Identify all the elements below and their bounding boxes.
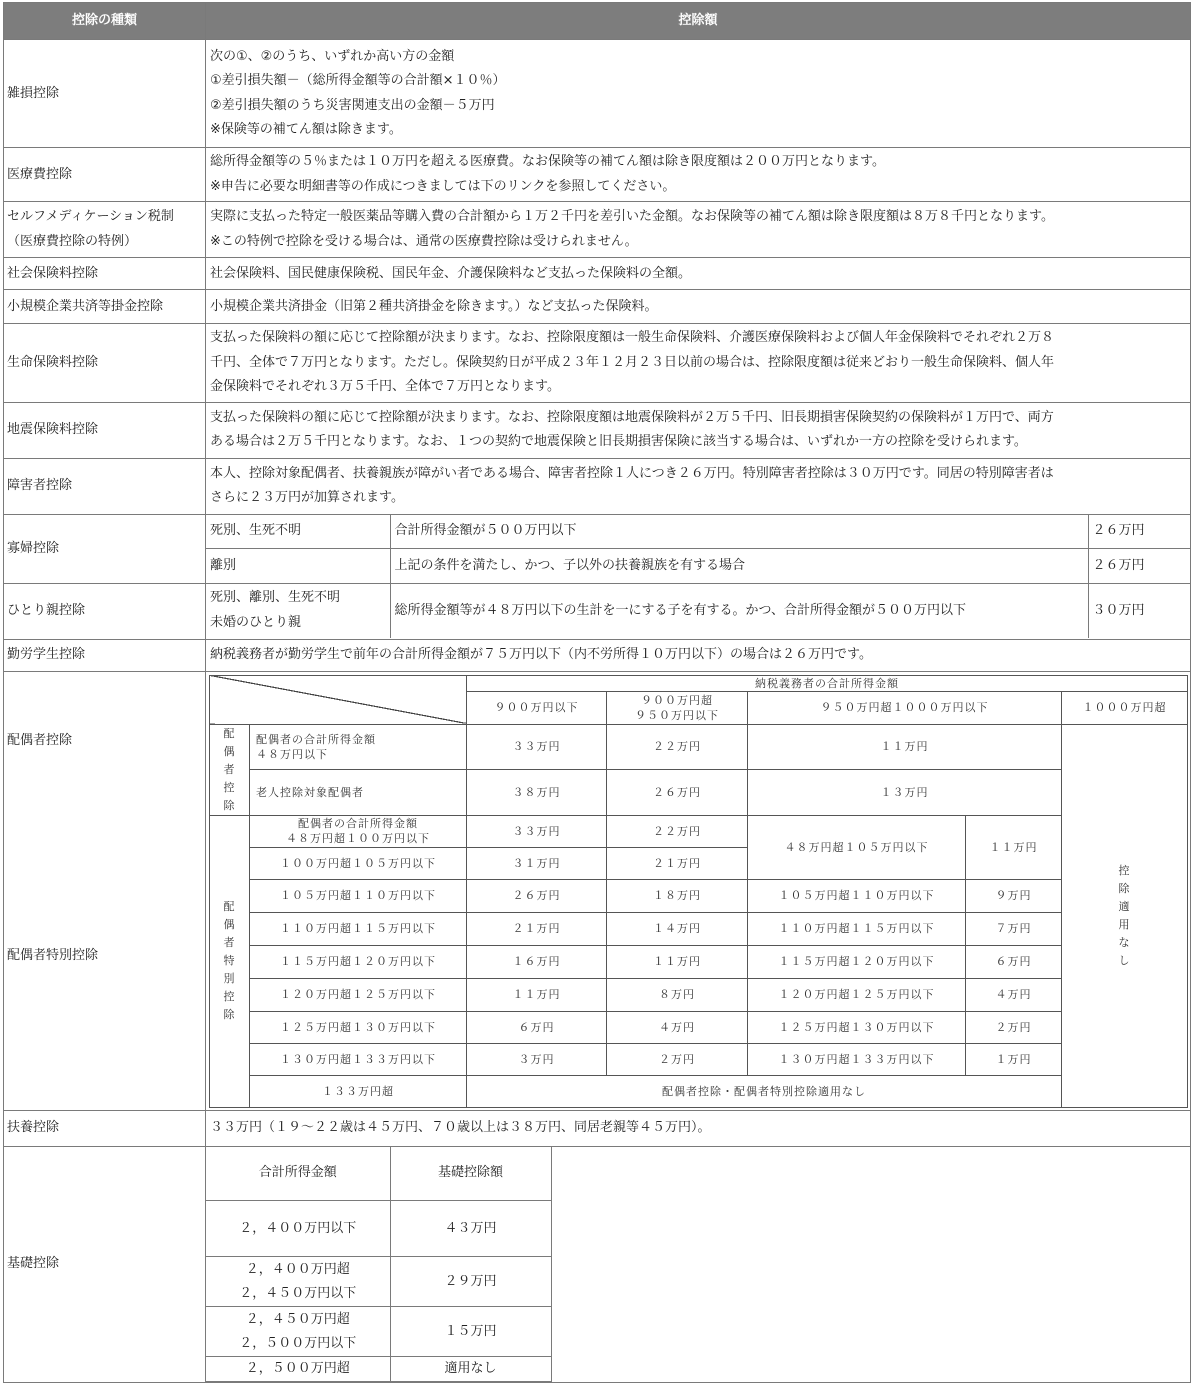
sp-range: １２０万円超１２５万円以下 <box>748 978 966 1011</box>
ded-row-label-line: ４８万円以下 <box>256 747 328 761</box>
basic-table <box>206 1147 552 1383</box>
hitorioya-cond-line: 未婚のひとり親 <box>210 614 302 630</box>
vertical-char: な <box>1118 935 1131 949</box>
sp-row-label: １３３万円超 <box>250 1075 467 1107</box>
basic-amount: ４３万円 <box>390 1201 551 1257</box>
vertical-char: 特 <box>223 954 236 967</box>
sp-value: ８万円 <box>607 978 748 1011</box>
jishin-desc <box>206 402 1191 458</box>
vertical-char: 控 <box>1118 863 1131 877</box>
row-fuyo <box>4 1110 1191 1146</box>
ded-value: ３８万円 <box>467 770 607 816</box>
shogai-desc <box>206 458 1191 514</box>
spouse-special-row <box>210 978 1188 1011</box>
ded-value: ２２万円 <box>607 724 748 770</box>
kafu-cond: 離別 <box>206 549 390 583</box>
shokibo-label: 小規模企業共済等掛金控除 <box>4 290 206 324</box>
sp-range: １３０万円超１３３万円以下 <box>748 1043 966 1075</box>
haigusha-label-cell <box>4 671 206 1110</box>
ded-row-label-line: 配偶者の合計所得金額 <box>256 732 376 746</box>
header-kind: 控除の種類 <box>4 3 206 40</box>
row-hitorioya <box>4 583 1191 639</box>
sp-value: ６万円 <box>467 1011 607 1043</box>
vertical-char: 控 <box>223 990 236 1003</box>
row-shokibo <box>4 290 1191 324</box>
shogai-label: 障害者控除 <box>4 458 206 514</box>
hitorioya-label: ひとり親控除 <box>4 583 206 639</box>
kafu-desc: 上記の条件を満たし、かつ、子以外の扶養親族を有する場合 <box>390 549 1088 583</box>
iryo-line: ※申告に必要な明細書等の作成につきましては下のリンクを参照してください。 <box>210 178 676 194</box>
sp-row-label-line: ４８万円超１００万円以下 <box>286 832 430 845</box>
self-med-line: ※この特例で控除を受ける場合は、通常の医療費控除は受けられません。 <box>210 233 638 249</box>
spouse-ded-row <box>210 770 1188 816</box>
zasson-line: ①差引損失額－（総所得金額等の合計額×１０％） <box>210 73 506 88</box>
sp-row-label: １２０万円超１２５万円以下 <box>250 978 467 1011</box>
shakai-desc: 社会保険料、国民健康保険税、国民年金、介護保険料など支払った保険料の全額。 <box>206 258 1191 290</box>
not-applicable-vertical <box>1062 724 1188 1107</box>
ded-row-label: 老人控除対象配偶者 <box>250 770 467 816</box>
sp-value: ２６万円 <box>467 879 607 912</box>
hitorioya-cond <box>206 584 390 638</box>
row-kiso <box>4 1146 1191 1383</box>
spouse-title: 納税義務者の合計所得金額 <box>467 675 1188 691</box>
seimei-desc <box>206 324 1191 403</box>
iryo-line: 総所得金額等の５％または１０万円を超える医療費。なお保険等の補てん額は除き限度額は２００万円となります。 <box>210 154 885 169</box>
kiso-label: 基礎控除 <box>4 1146 206 1383</box>
basic-row <box>206 1257 551 1307</box>
spouse-ded-row <box>210 724 1188 770</box>
zasson-label: 雑損控除 <box>4 40 206 148</box>
ded-value: １３万円 <box>748 770 1062 816</box>
sp-row-label: １３０万円超１３３万円以下 <box>250 1043 467 1075</box>
kinro-desc: 納税義務者が勤労学生で前年の合計所得金額が７５万円以下（内不労所得１０万円以下）の場合は２６万円です。 <box>206 639 1191 671</box>
diagonal-cell <box>210 675 467 724</box>
sp-value: ６万円 <box>966 945 1062 978</box>
sp-value: １１万円 <box>607 945 748 978</box>
self-med-label-line: （医療費控除の特例） <box>7 233 138 249</box>
basic-header-row <box>206 1147 551 1201</box>
jishin-label: 地震保険料控除 <box>4 402 206 458</box>
sp-value: ３万円 <box>467 1043 607 1075</box>
self-med-label <box>4 202 206 258</box>
row-haigusha <box>4 671 1191 1110</box>
basic-row <box>206 1201 551 1257</box>
sp-range: １２５万円超１３０万円以下 <box>748 1011 966 1043</box>
zasson-desc <box>206 40 1191 148</box>
jishin-line: ある場合は２万５千円となります。なお、１つの契約で地震保険と旧長期損害保険に該当する場合は、いずれか一方の控除を受けられます。 <box>210 434 1027 449</box>
basic-row <box>206 1307 551 1357</box>
ded-row-label <box>250 724 467 770</box>
sp-row-label: １１０万円超１１５万円以下 <box>250 912 467 945</box>
col-header: １０００万円超 <box>1062 691 1188 724</box>
iryo-desc <box>206 148 1191 202</box>
basic-row <box>206 1357 551 1382</box>
row-kinro <box>4 639 1191 671</box>
vertical-char: 別 <box>223 972 236 985</box>
zasson-line: 次の①、②のうち、いずれか高い方の金額 <box>210 48 455 64</box>
jishin-line: 支払った保険料の額に応じて控除額が決まります。なお、控除限度額は地震保険料が２万５千円、旧長期損害保険契約の保険料が１万円で、両方 <box>210 409 1054 425</box>
vertical-char: 除 <box>223 798 236 812</box>
sp-value: ３１万円 <box>467 847 607 879</box>
spouse-special-row <box>210 815 1188 847</box>
self-med-line: 実際に支払った特定一般医薬品等購入費の合計額から１万２千円を差引いた金額。なお保険等の補てん額は除き限度額は８万８千円となります。 <box>210 209 1054 224</box>
sp-value: ３３万円 <box>467 815 607 847</box>
spouse-special-row <box>210 879 1188 912</box>
sp-value: ２万円 <box>966 1011 1062 1043</box>
fuyo-label: 扶養控除 <box>4 1110 206 1146</box>
sp-value: ４万円 <box>966 978 1062 1011</box>
sp-value: ２万円 <box>607 1043 748 1075</box>
sp-row-label: １２５万円超１３０万円以下 <box>250 1011 467 1043</box>
sp-row-label: １１５万円超１２０万円以下 <box>250 945 467 978</box>
basic-amount: １５万円 <box>390 1307 551 1357</box>
kafu-amount: ２６万円 <box>1088 515 1190 549</box>
sp-range: １０５万円超１１０万円以下 <box>748 879 966 912</box>
hitorioya-row <box>206 584 1190 638</box>
sp-merged-range: ４８万円超１０５万円以下 <box>748 815 966 879</box>
basic-income: ２，４００万円以下 <box>206 1201 390 1257</box>
basic-income-line: ２，４５０万円超 <box>245 1311 350 1327</box>
kinro-label: 勤労学生控除 <box>4 639 206 671</box>
sp-value: １６万円 <box>467 945 607 978</box>
kiso-cell <box>206 1146 1191 1383</box>
kafu-amount: ２６万円 <box>1088 549 1190 583</box>
spouse-table <box>209 675 1188 1108</box>
hitorioya-amount: ３０万円 <box>1088 584 1190 638</box>
basic-amount: 適用なし <box>390 1357 551 1382</box>
basic-income: ２，５００万円超 <box>206 1357 390 1382</box>
vertical-char: 偶 <box>223 918 236 931</box>
vertical-char: 者 <box>223 762 236 776</box>
spouse-special-row <box>210 945 1188 978</box>
fuyo-desc: ３３万円（１９～２２歳は４５万円、７０歳以上は３８万円、同居老親等４５万円）。 <box>206 1110 1191 1146</box>
vertical-char: 配 <box>223 900 236 913</box>
basic-amount: ２９万円 <box>390 1257 551 1307</box>
vertical-char: し <box>1118 953 1131 967</box>
sp-value: １１万円 <box>467 978 607 1011</box>
vertical-char: 適 <box>1118 899 1131 913</box>
sp-value: ７万円 <box>966 912 1062 945</box>
sp-value: ２１万円 <box>607 847 748 879</box>
col-header: ９００万円以下 <box>467 691 607 724</box>
sp-value: １４万円 <box>607 912 748 945</box>
basic-income-line: ２，５００万円以下 <box>239 1335 357 1351</box>
row-self-medication <box>4 202 1191 258</box>
ded-value: ２６万円 <box>607 770 748 816</box>
ded-value: １１万円 <box>748 724 1062 770</box>
row-shogai <box>4 458 1191 514</box>
seimei-line: 千円、全体で７万円となります。ただし。保険契約日が平成２３年１２月２３日以前の場合は、控除限度額は従来どおり一般生命保険料、個人年 <box>210 354 1054 370</box>
row-kafu <box>4 514 1191 583</box>
hitorioya-cell <box>206 583 1191 639</box>
self-med-desc <box>206 202 1191 258</box>
sp-row-label-line: 配偶者の合計所得金額 <box>298 817 418 830</box>
row-seimei <box>4 324 1191 403</box>
basic-income <box>206 1257 390 1307</box>
kafu-cell <box>206 514 1191 583</box>
col-header <box>607 691 748 724</box>
spouse-special-row <box>210 1011 1188 1043</box>
sp-value: １８万円 <box>607 879 748 912</box>
spouse-special-row <box>210 912 1188 945</box>
haigusha-special-label: 配偶者特別控除 <box>7 948 99 963</box>
basic-income-line: ２，４５０万円以下 <box>239 1285 357 1301</box>
shakai-label: 社会保険料控除 <box>4 258 206 290</box>
vertical-char: 控 <box>223 780 236 794</box>
spouse-special-vertical-label <box>210 815 250 1107</box>
shogai-line: 本人、控除対象配偶者、扶養親族が障がい者である場合、障害者控除１人につき２６万円。特別障害者控除は３０万円です。同居の特別障害者は <box>210 465 1054 481</box>
hitorioya-table <box>206 584 1190 638</box>
vertical-char: 用 <box>1118 917 1131 931</box>
col-header-line: ９００万円超 <box>641 693 713 707</box>
hitorioya-cond-line: 死別、離別、生死不明 <box>210 590 341 605</box>
seimei-line: 金保険料でそれぞれ３万５千円、全体で７万円となります。 <box>210 379 560 394</box>
iryo-label: 医療費控除 <box>4 148 206 202</box>
kafu-row <box>206 549 1190 583</box>
table-header <box>4 3 1191 40</box>
sp-merged-value: １１万円 <box>966 815 1062 879</box>
spouse-special-row <box>210 1043 1188 1075</box>
shokibo-desc: 小規模企業共済掛金（旧第２種共済掛金を除きます。）など支払った保険料。 <box>206 290 1191 324</box>
header-amount: 控除額 <box>206 3 1191 40</box>
deduction-table <box>3 2 1191 1383</box>
seimei-line: 支払った保険料の額に応じて控除額が決まります。なお、控除限度額は一般生命保険料、介護医療保険料および個人年金保険料でそれぞれ２万８ <box>210 330 1054 345</box>
sp-value: ２２万円 <box>607 815 748 847</box>
kafu-table <box>206 515 1190 583</box>
hitorioya-desc: 総所得金額等が４８万円以下の生計を一にする子を有する。かつ、合計所得金額が５００万円以下 <box>390 584 1088 638</box>
sp-value: ２１万円 <box>467 912 607 945</box>
sp-not-applicable: 配偶者控除・配偶者特別控除適用なし <box>467 1075 1062 1107</box>
sp-row-label: １００万円超１０５万円以下 <box>250 847 467 879</box>
haigusha-cell <box>206 671 1191 1110</box>
row-zasson <box>4 40 1191 148</box>
haigusha-label: 配偶者控除 <box>7 732 73 748</box>
sp-value: ９万円 <box>966 879 1062 912</box>
vertical-char: 偶 <box>223 744 236 758</box>
sp-row-label: １０５万円超１１０万円以下 <box>250 879 467 912</box>
zasson-line: ※保険等の補てん額は除きます。 <box>210 122 402 137</box>
col-header: ９５０万円超１０００万円以下 <box>748 691 1062 724</box>
col-header-line: ９５０万円以下 <box>635 708 719 722</box>
self-med-label-line: セルフメディケーション税制 <box>7 209 174 224</box>
vertical-char: 除 <box>1118 881 1131 895</box>
sp-value: ４万円 <box>607 1011 748 1043</box>
kafu-desc: 合計所得金額が５００万円以下 <box>390 515 1088 549</box>
spouse-title-row <box>210 675 1188 691</box>
row-jishin <box>4 402 1191 458</box>
shogai-line: さらに２３万円が加算されます。 <box>210 490 404 505</box>
zasson-line: ②差引損失額のうち災害関連支出の金額－５万円 <box>210 97 495 113</box>
vertical-char: 者 <box>223 936 236 949</box>
basic-income <box>206 1307 390 1357</box>
spouse-ded-vertical-label <box>210 724 250 815</box>
spouse-special-last-row <box>210 1075 1188 1107</box>
basic-head: 合計所得金額 <box>206 1147 390 1201</box>
basic-head: 基礎控除額 <box>390 1147 551 1201</box>
row-iryo <box>4 148 1191 202</box>
row-shakai <box>4 258 1191 290</box>
kafu-row <box>206 515 1190 549</box>
seimei-label: 生命保険料控除 <box>4 324 206 403</box>
basic-income-line: ２，４００万円超 <box>245 1261 350 1277</box>
vertical-char: 除 <box>223 1008 236 1021</box>
vertical-char: 配 <box>223 726 236 740</box>
kafu-label: 寡婦控除 <box>4 514 206 583</box>
sp-value: １万円 <box>966 1043 1062 1075</box>
sp-range: １１５万円超１２０万円以下 <box>748 945 966 978</box>
ded-value: ３３万円 <box>467 724 607 770</box>
sp-range: １１０万円超１１５万円以下 <box>748 912 966 945</box>
kafu-cond: 死別、生死不明 <box>206 515 390 549</box>
sp-row-label <box>250 815 467 847</box>
